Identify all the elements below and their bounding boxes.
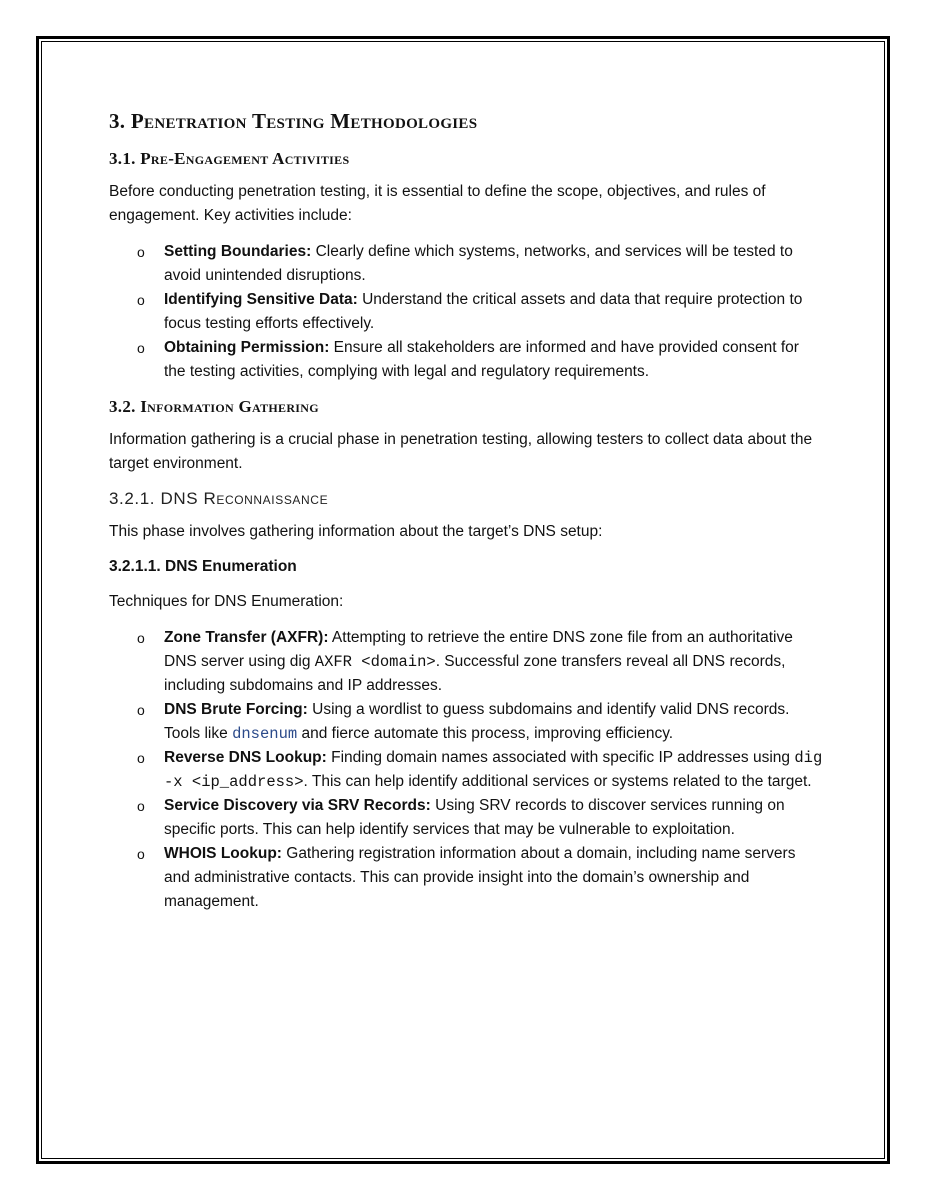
list-item-text: Finding domain names associated with specific IP addresses using bbox=[326, 749, 795, 766]
section-3-heading: 3. Penetration Testing Methodologies bbox=[109, 109, 478, 133]
list-item-text: Ensure all stakeholders are informed and have provided consent for the testing activities, complying with legal and regulatory requirements. bbox=[164, 339, 799, 380]
list-item-text: . This can help identify additional services or systems related to the target. bbox=[303, 773, 812, 790]
list-item-text: . Successful zone transfers reveal all DNS records, including subdomains and IP addresses. bbox=[164, 653, 786, 694]
code-snippet: dnsenum bbox=[232, 725, 298, 743]
list-item-text: Gathering registration information about a domain, including name servers and administrative contacts. This can provide insight into the domain’s ownership and management. bbox=[164, 845, 796, 910]
list-item-term: Obtaining Permission: bbox=[164, 339, 330, 356]
bullet-icon: o bbox=[137, 630, 145, 646]
list-item-text: and fierce automate this process, improving efficiency. bbox=[297, 725, 674, 742]
list-item-text: Using a wordlist to guess subdomains and identify valid DNS records. Tools like bbox=[164, 701, 790, 742]
list-item-text: Clearly define which systems, networks, and services will be tested to avoid unintended disruptions. bbox=[164, 243, 793, 284]
list-item bbox=[109, 240, 823, 288]
bullet-icon: o bbox=[137, 702, 145, 718]
code-snippet: AXFR <domain> bbox=[314, 653, 436, 671]
section-3-2-intro: Information gathering is a crucial phase in penetration testing, allowing testers to collect data about the target environment. bbox=[109, 431, 813, 472]
list-item-text: Using SRV records to discover services running on specific ports. This can help identify services that may be vulnerable to exploitation. bbox=[164, 797, 785, 838]
bullet-icon: o bbox=[137, 798, 145, 814]
section-3-2-1-1-intro: Techniques for DNS Enumeration: bbox=[109, 593, 344, 610]
list-item bbox=[109, 336, 823, 384]
bullet-icon: o bbox=[137, 340, 145, 356]
section-3-2-1-intro: This phase involves gathering information about the target’s DNS setup: bbox=[109, 523, 603, 540]
list-item-term: Zone Transfer (AXFR): bbox=[164, 629, 329, 646]
list-item-text: Understand the critical assets and data that require protection to focus testing efforts effectively. bbox=[164, 291, 803, 332]
document-body bbox=[109, 108, 823, 926]
dns-enumeration-list bbox=[109, 626, 823, 914]
bullet-icon: o bbox=[137, 750, 145, 766]
list-item bbox=[109, 842, 823, 914]
pre-engagement-list bbox=[109, 240, 823, 384]
list-item bbox=[109, 626, 823, 698]
list-item-term: Identifying Sensitive Data: bbox=[164, 291, 358, 308]
bullet-icon: o bbox=[137, 292, 145, 308]
list-item bbox=[109, 698, 823, 746]
list-item-text: Attempting to retrieve the entire DNS zone file from an authoritative DNS server using dig bbox=[164, 629, 793, 670]
section-3-1-intro: Before conducting penetration testing, it is essential to define the scope, objectives, and rules of engagement. Key activities include: bbox=[109, 183, 766, 224]
section-3-2-1-heading: 3.2.1. DNS Reconnaissance bbox=[109, 489, 329, 508]
list-item-term: DNS Brute Forcing: bbox=[164, 701, 308, 718]
list-item-term: WHOIS Lookup: bbox=[164, 845, 282, 862]
section-3-2-heading: 3.2. Information Gathering bbox=[109, 397, 319, 416]
section-3-1-heading: 3.1. Pre-Engagement Activities bbox=[109, 149, 350, 168]
bullet-icon: o bbox=[137, 244, 145, 260]
list-item bbox=[109, 746, 823, 794]
list-item bbox=[109, 288, 823, 336]
list-item bbox=[109, 794, 823, 842]
list-item-term: Reverse DNS Lookup: bbox=[164, 749, 327, 766]
list-item-term: Setting Boundaries: bbox=[164, 243, 312, 260]
list-item-term: Service Discovery via SRV Records: bbox=[164, 797, 431, 814]
section-3-2-1-1-heading: 3.2.1.1. DNS Enumeration bbox=[109, 558, 297, 575]
code-snippet: dig -x <ip_address> bbox=[164, 749, 823, 791]
bullet-icon: o bbox=[137, 846, 145, 862]
